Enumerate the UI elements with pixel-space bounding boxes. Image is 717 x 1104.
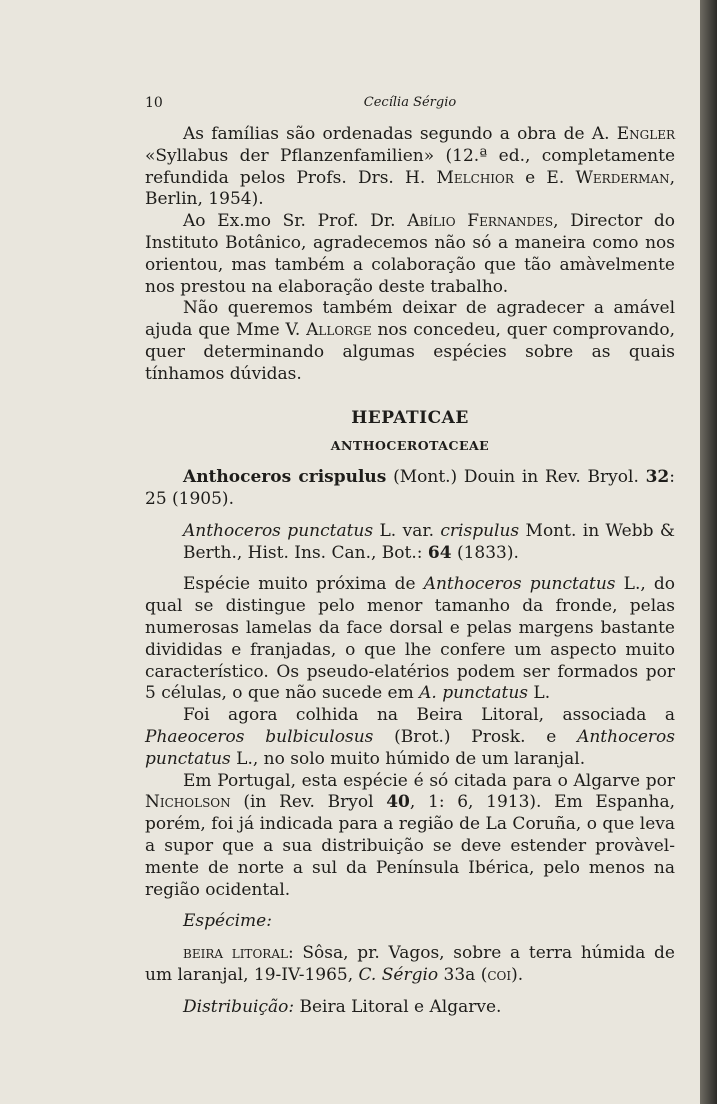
- book-spine: [700, 0, 717, 1104]
- text: Ao Ex.mo Sr. Prof. Dr.: [183, 211, 408, 232]
- text: L., do qual se distingue pelo menor tamanho da fronde, pelas numerosas lamelas da face dorsal e pelas margens bastante divididas e franjadas, o que lhe confere um aspecto muito característico. Os pseudo-elatérios podem ser formados por 5 células, o que não sucede em: [145, 574, 676, 704]
- intro-paragraph-3: [145, 298, 675, 385]
- text: (Mont.) Douin in Rev. Bryol.: [386, 467, 646, 488]
- family-heading: ANTHOCEROTACEAE: [330, 438, 490, 454]
- page-header: [145, 95, 675, 117]
- text: Mont. in Webb & Berth., Hist. Ins. Can., Bot.:: [183, 520, 675, 563]
- author-name: Werderman: [575, 167, 670, 188]
- text: , Berlin, 1954).: [145, 167, 675, 210]
- author-name: Abílio Fernandes: [407, 211, 554, 232]
- volume-number: 32: [645, 467, 670, 488]
- running-head: Cecília Sérgio: [363, 95, 457, 110]
- species-name: A. punctatus: [419, 683, 528, 704]
- text: L. var.: [373, 520, 441, 541]
- text: Beira Litoral e Algarve.: [294, 996, 502, 1017]
- text: Em Portugal, esta espécie é só citada para o Algarve por: [183, 770, 675, 791]
- text: Não queremos também deixar de agradecer a amável ajuda que Mme V.: [145, 298, 675, 341]
- section-heading: HEPATICAE: [351, 407, 469, 428]
- text: (in Rev. Bryol: [230, 792, 387, 813]
- species-name: Anthoceros punctatus: [423, 574, 616, 595]
- intro-paragraph-1: [145, 124, 675, 211]
- description-paragraph-2: [145, 705, 675, 770]
- species-entry: [145, 467, 675, 511]
- herbarium-code: coi: [487, 964, 512, 985]
- synonym-entry: [145, 521, 675, 565]
- text: As famílias são ordenadas segundo a obra de A.: [183, 124, 617, 144]
- page-number: 10: [145, 95, 163, 111]
- distribution-line: [145, 997, 675, 1019]
- species-name: Phaeoceros bulbiculosus: [145, 726, 374, 747]
- synonym-name: Anthoceros punctatus: [183, 520, 374, 541]
- page-body: [145, 124, 675, 1018]
- specimen-record: [145, 943, 675, 987]
- volume-number: 40: [386, 792, 410, 813]
- species-name: Anthoceros crispulus: [183, 467, 387, 488]
- description-paragraph-3: [145, 771, 675, 902]
- text: e E.: [513, 167, 576, 188]
- text: Foi agora colhida na Beira Litoral, associada a: [183, 705, 675, 726]
- variety-name: crispulus: [440, 520, 520, 541]
- text: , Director do Instituto Botânico, agradecemos não só a maneira como nos orientou, mas também a colaboração que tão amàvelmente nos prestou na elaboração deste trabalho.: [145, 211, 676, 297]
- author-name: Melchior: [436, 167, 514, 188]
- page-ref: 64: [427, 542, 452, 563]
- species-name: Anthoceros punctatus: [145, 726, 675, 769]
- text: L., no solo muito húmido de um laranjal.: [230, 748, 586, 769]
- locality-name: beira litoral: [183, 943, 288, 964]
- text: (Brot.) Prosk. e: [373, 726, 578, 747]
- text: L.: [528, 683, 551, 704]
- specimen-label: Espécime:: [183, 911, 272, 932]
- author-name: Allorge: [306, 320, 372, 341]
- text: (1833).: [451, 542, 519, 563]
- distribution-label: Distribuição:: [183, 996, 295, 1017]
- author-name: Nicholson: [145, 792, 231, 813]
- text: : 25 (1905).: [145, 467, 675, 509]
- text: ).: [511, 964, 524, 985]
- description-paragraph-1: [145, 574, 675, 705]
- text: : Sôsa, pr. Vagos, sobre a terra húmida de um laranjal, 19-IV-1965,: [145, 943, 675, 985]
- intro-paragraph-2: [145, 211, 675, 298]
- text: 33a (: [438, 964, 488, 985]
- text: , 1: 6, 1913). Em Espanha, porém, foi já indicada para a região de La Coruña, o que leva a supor que a sua distribuição se deve estender provàvelmente de norte a sul da Península Ibérica, pelo menos na região ocidental.: [145, 792, 675, 900]
- text: Espécie muito próxima de: [183, 574, 424, 595]
- collector-name: C. Sérgio: [358, 964, 439, 985]
- text: nos concedeu, quer comprovando, quer determinando algumas espécies sobre as quais tínhamos dúvidas.: [145, 320, 675, 384]
- author-name: Engler: [616, 124, 675, 144]
- text: «Syllabus der Pflanzenfamilien» (12.ª ed., completamente refundida pelos Profs. Drs. H.: [145, 145, 675, 188]
